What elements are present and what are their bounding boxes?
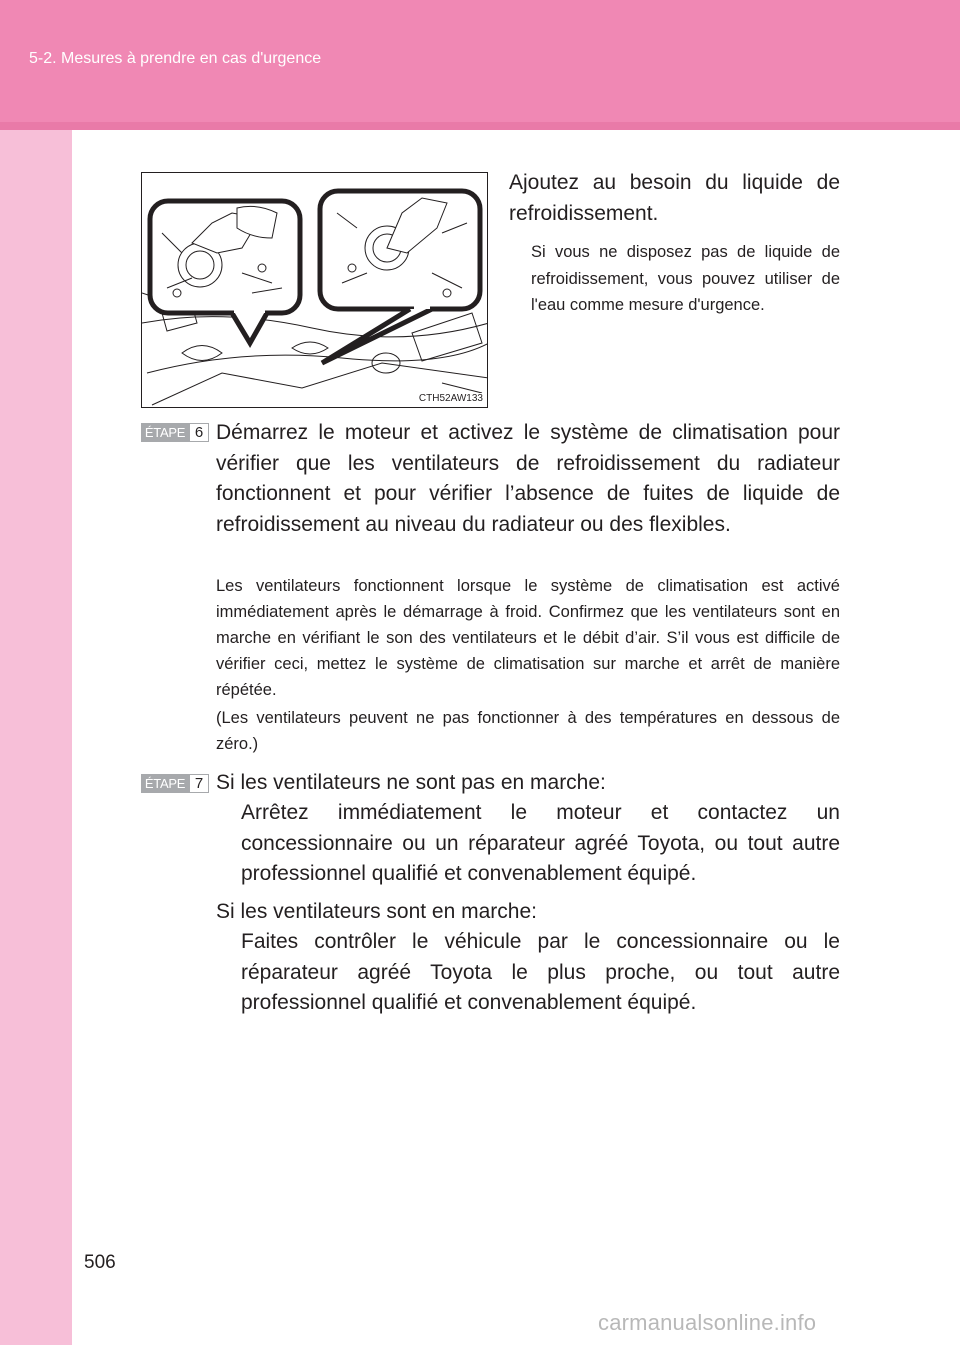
step-badge-7 [141, 774, 209, 793]
step7-case2-text: Faites contrôler le véhicule par le concessionnaire ou le réparateur agréé Toyota le plus proche, ou tout autre professionnel qualifié et convenablement équipé. [241, 930, 840, 1014]
figure-code: CTH52AW133 [418, 393, 483, 404]
step-badge-number: 7 [189, 774, 209, 793]
step-badge-6 [141, 423, 209, 442]
header-shade [0, 122, 960, 130]
side-margin-band [0, 130, 72, 1345]
engine-illustration [141, 172, 488, 408]
step7-case1-lead: Si les ventilateurs ne sont pas en marche: [216, 771, 606, 794]
step6-instruction: Démarrez le moteur et activez le système de climatisation pour vérifier que les ventilateurs de refroidissement du radiateur fonctionnent et pour vérifier l’absence de fuites de liquide de refroidissement au niveau du radiateur ou des flexibles. [216, 421, 840, 536]
section-title: 5-2. Mesures à prendre en cas d'urgence [29, 50, 322, 67]
watermark: carmanualsonline.info [598, 1310, 817, 1335]
step-badge-label: ÉTAPE [141, 774, 189, 793]
step5-instruction: Ajoutez au besoin du liquide de refroidissement. [509, 171, 840, 225]
step6-note: Les ventilateurs fonctionnent lorsque le système de climatisation est activé immédiatement après le démarrage à froid. Confirmez que les ventilateurs sont en marche en vérifiant le son des ventilateurs et le débit d’air. S’il vous est difficile de vérifier ceci, mettez le système de climatisation sur marche et arrêt de manière répétée. [216, 577, 840, 699]
step5-note: Si vous ne disposez pas de liquide de refroidissement, vous pouvez utiliser de l'eau comme mesure d'urgence. [531, 243, 840, 314]
step7-case1-text: Arrêtez immédiatement le moteur et contactez un concessionnaire ou un réparateur agréé Toyota, ou tout autre professionnel qualifié et convenablement équipé. [241, 801, 840, 885]
step-badge-number: 6 [189, 423, 209, 442]
step6-note-2: (Les ventilateurs peuvent ne pas fonctionner à des températures en dessous de zéro.) [216, 709, 840, 753]
step7-case2-lead: Si les ventilateurs sont en marche: [216, 900, 537, 923]
step-badge-label: ÉTAPE [141, 423, 189, 442]
engine-drawing [142, 173, 488, 408]
page-number: 506 [84, 1252, 116, 1273]
